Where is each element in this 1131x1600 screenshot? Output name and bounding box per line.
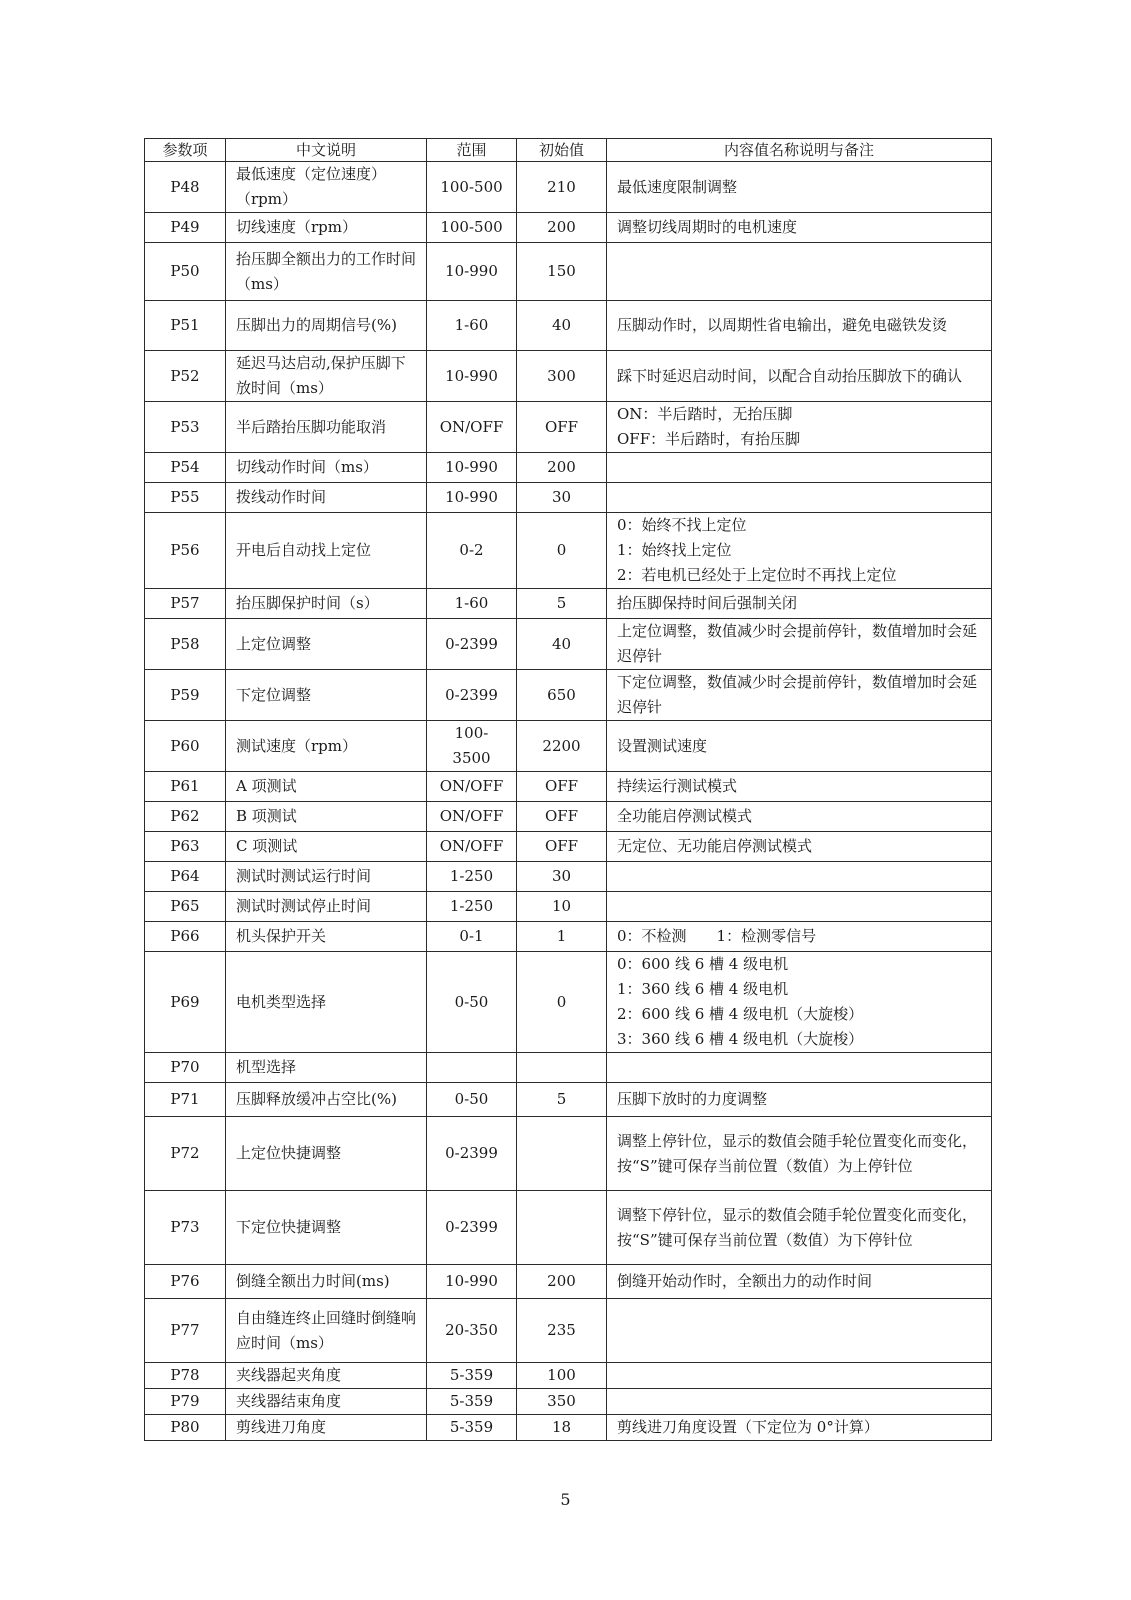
- table-row: [145, 301, 992, 351]
- range-cell: 0-50: [427, 1083, 517, 1117]
- note-cell: [607, 453, 992, 483]
- description-cell: C 项测试: [226, 832, 427, 862]
- range-cell: 100-500: [427, 162, 517, 213]
- parameter-table-header: [145, 139, 992, 162]
- table-row: [145, 1053, 992, 1083]
- description-cell: 抬压脚全额出力的工作时间（ms）: [226, 243, 427, 301]
- default-cell: 40: [517, 619, 607, 670]
- table-row: [145, 513, 992, 589]
- param-id-cell: P48: [145, 162, 226, 213]
- description-cell: 拨线动作时间: [226, 483, 427, 513]
- param-id-cell: P61: [145, 772, 226, 802]
- param-id-cell: P54: [145, 453, 226, 483]
- default-cell: 150: [517, 243, 607, 301]
- param-id-cell: P63: [145, 832, 226, 862]
- note-cell: 无定位、无功能启停测试模式: [607, 832, 992, 862]
- param-id-cell: P58: [145, 619, 226, 670]
- table-row: [145, 1389, 992, 1415]
- default-cell: 650: [517, 670, 607, 721]
- range-cell: ON/OFF: [427, 402, 517, 453]
- description-cell: 夹线器起夹角度: [226, 1363, 427, 1389]
- param-id-cell: P55: [145, 483, 226, 513]
- param-id-cell: P64: [145, 862, 226, 892]
- description-cell: 上定位调整: [226, 619, 427, 670]
- table-row: [145, 721, 992, 772]
- range-cell: 1-60: [427, 589, 517, 619]
- range-cell: 10-990: [427, 243, 517, 301]
- range-cell: 0-50: [427, 952, 517, 1053]
- range-cell: 100-3500: [427, 721, 517, 772]
- param-id-cell: P71: [145, 1083, 226, 1117]
- default-cell: OFF: [517, 832, 607, 862]
- note-cell: 剪线进刀角度设置（下定位为 0°计算）: [607, 1415, 992, 1441]
- default-cell: 30: [517, 862, 607, 892]
- range-cell: 10-990: [427, 1265, 517, 1299]
- note-cell: [607, 1053, 992, 1083]
- default-cell: 1: [517, 922, 607, 952]
- note-cell: 压脚动作时，以周期性省电输出，避免电磁铁发烫: [607, 301, 992, 351]
- default-cell: OFF: [517, 802, 607, 832]
- param-id-cell: P66: [145, 922, 226, 952]
- description-cell: 测试时测试运行时间: [226, 862, 427, 892]
- page-number: 5: [560, 1490, 571, 1509]
- table-row: [145, 922, 992, 952]
- default-cell: OFF: [517, 402, 607, 453]
- description-cell: 下定位快捷调整: [226, 1191, 427, 1265]
- note-cell: 调整切线周期时的电机速度: [607, 213, 992, 243]
- table-row: [145, 453, 992, 483]
- range-cell: 0-2399: [427, 1191, 517, 1265]
- table-row: [145, 892, 992, 922]
- description-cell: A 项测试: [226, 772, 427, 802]
- table-row: [145, 802, 992, 832]
- note-cell: 倒缝开始动作时，全额出力的动作时间: [607, 1265, 992, 1299]
- default-cell: 2200: [517, 721, 607, 772]
- parameter-table: [144, 138, 992, 1441]
- param-id-cell: P53: [145, 402, 226, 453]
- default-cell: 10: [517, 892, 607, 922]
- description-cell: 开电后自动找上定位: [226, 513, 427, 589]
- default-cell: 300: [517, 351, 607, 402]
- param-id-cell: P56: [145, 513, 226, 589]
- param-id-cell: P69: [145, 952, 226, 1053]
- note-cell: [607, 1299, 992, 1363]
- header-col-range: 范围: [427, 139, 517, 162]
- table-row: [145, 162, 992, 213]
- default-cell: 350: [517, 1389, 607, 1415]
- range-cell: 5-359: [427, 1389, 517, 1415]
- description-cell: 压脚释放缓冲占空比(%): [226, 1083, 427, 1117]
- param-id-cell: P77: [145, 1299, 226, 1363]
- param-id-cell: P57: [145, 589, 226, 619]
- note-cell: [607, 862, 992, 892]
- note-cell: [607, 483, 992, 513]
- param-id-cell: P60: [145, 721, 226, 772]
- default-cell: 200: [517, 1265, 607, 1299]
- param-id-cell: P52: [145, 351, 226, 402]
- param-id-cell: P70: [145, 1053, 226, 1083]
- table-row: [145, 1415, 992, 1441]
- note-cell: 调整下停针位，显示的数值会随手轮位置变化而变化，按“S”键可保存当前位置（数值）为下停针位: [607, 1191, 992, 1265]
- note-cell: 持续运行测试模式: [607, 772, 992, 802]
- description-cell: 抬压脚保护时间（s）: [226, 589, 427, 619]
- param-id-cell: P62: [145, 802, 226, 832]
- header-col-default: 初始值: [517, 139, 607, 162]
- range-cell: 5-359: [427, 1415, 517, 1441]
- param-id-cell: P78: [145, 1363, 226, 1389]
- note-cell: [607, 243, 992, 301]
- table-row: [145, 832, 992, 862]
- default-cell: 200: [517, 213, 607, 243]
- range-cell: 0-2399: [427, 670, 517, 721]
- default-cell: 30: [517, 483, 607, 513]
- default-cell: OFF: [517, 772, 607, 802]
- range-cell: 0-2399: [427, 619, 517, 670]
- description-cell: 电机类型选择: [226, 952, 427, 1053]
- param-id-cell: P49: [145, 213, 226, 243]
- table-row: [145, 619, 992, 670]
- param-id-cell: P72: [145, 1117, 226, 1191]
- default-cell: 210: [517, 162, 607, 213]
- header-col-id: 参数项: [145, 139, 226, 162]
- range-cell: 10-990: [427, 483, 517, 513]
- table-row: [145, 862, 992, 892]
- description-cell: 剪线进刀角度: [226, 1415, 427, 1441]
- note-cell: 0：始终不找上定位 1：始终找上定位 2：若电机已经处于上定位时不再找上定位: [607, 513, 992, 589]
- note-cell: 设置测试速度: [607, 721, 992, 772]
- description-cell: 延迟马达启动,保护压脚下放时间（ms）: [226, 351, 427, 402]
- default-cell: [517, 1191, 607, 1265]
- table-row: [145, 402, 992, 453]
- note-cell: 抬压脚保持时间后强制关闭: [607, 589, 992, 619]
- note-cell: 压脚下放时的力度调整: [607, 1083, 992, 1117]
- range-cell: 5-359: [427, 1363, 517, 1389]
- note-cell: 最低速度限制调整: [607, 162, 992, 213]
- default-cell: 200: [517, 453, 607, 483]
- table-row: [145, 483, 992, 513]
- description-cell: 机型选择: [226, 1053, 427, 1083]
- table-row: [145, 1191, 992, 1265]
- parameter-table-body: [145, 162, 992, 1441]
- header-col-desc: 中文说明: [226, 139, 427, 162]
- note-cell: [607, 1389, 992, 1415]
- table-row: [145, 1299, 992, 1363]
- range-cell: 1-60: [427, 301, 517, 351]
- default-cell: [517, 1053, 607, 1083]
- description-cell: 夹线器结束角度: [226, 1389, 427, 1415]
- table-row: [145, 351, 992, 402]
- description-cell: 下定位调整: [226, 670, 427, 721]
- default-cell: 18: [517, 1415, 607, 1441]
- header-row: [145, 139, 992, 162]
- default-cell: 5: [517, 1083, 607, 1117]
- range-cell: 0-2399: [427, 1117, 517, 1191]
- param-id-cell: P65: [145, 892, 226, 922]
- default-cell: 100: [517, 1363, 607, 1389]
- default-cell: 40: [517, 301, 607, 351]
- default-cell: 0: [517, 513, 607, 589]
- range-cell: ON/OFF: [427, 832, 517, 862]
- table-row: [145, 772, 992, 802]
- description-cell: 半后踏抬压脚功能取消: [226, 402, 427, 453]
- default-cell: [517, 1117, 607, 1191]
- param-id-cell: P59: [145, 670, 226, 721]
- range-cell: ON/OFF: [427, 772, 517, 802]
- param-id-cell: P79: [145, 1389, 226, 1415]
- table-row: [145, 1265, 992, 1299]
- table-row: [145, 243, 992, 301]
- table-row: [145, 670, 992, 721]
- note-cell: 0：600 线 6 槽 4 级电机 1：360 线 6 槽 4 级电机 2：600 线 6 槽 4 级电机（大旋梭） 3：360 线 6 槽 4 级电机（大旋梭）: [607, 952, 992, 1053]
- description-cell: 压脚出力的周期信号(%): [226, 301, 427, 351]
- table-row: [145, 1363, 992, 1389]
- default-cell: 5: [517, 589, 607, 619]
- description-cell: 倒缝全额出力时间(ms): [226, 1265, 427, 1299]
- range-cell: 0-1: [427, 922, 517, 952]
- table-row: [145, 952, 992, 1053]
- description-cell: 测试速度（rpm）: [226, 721, 427, 772]
- default-cell: 0: [517, 952, 607, 1053]
- range-cell: 20-350: [427, 1299, 517, 1363]
- note-cell: ON：半后踏时，无抬压脚 OFF：半后踏时，有抬压脚: [607, 402, 992, 453]
- description-cell: 切线动作时间（ms）: [226, 453, 427, 483]
- range-cell: ON/OFF: [427, 802, 517, 832]
- table-row: [145, 1117, 992, 1191]
- note-cell: 上定位调整，数值减少时会提前停针，数值增加时会延迟停针: [607, 619, 992, 670]
- table-row: [145, 1083, 992, 1117]
- table-row: [145, 213, 992, 243]
- default-cell: 235: [517, 1299, 607, 1363]
- param-id-cell: P76: [145, 1265, 226, 1299]
- note-cell: 0：不检测 1：检测零信号: [607, 922, 992, 952]
- note-cell: [607, 892, 992, 922]
- range-cell: 1-250: [427, 862, 517, 892]
- description-cell: 自由缝连终止回缝时倒缝响应时间（ms）: [226, 1299, 427, 1363]
- table-row: [145, 589, 992, 619]
- description-cell: 最低速度（定位速度）（rpm）: [226, 162, 427, 213]
- range-cell: 10-990: [427, 351, 517, 402]
- range-cell: 0-2: [427, 513, 517, 589]
- note-cell: 调整上停针位，显示的数值会随手轮位置变化而变化，按“S”键可保存当前位置（数值）为上停针位: [607, 1117, 992, 1191]
- param-id-cell: P51: [145, 301, 226, 351]
- note-cell: 踩下时延迟启动时间，以配合自动抬压脚放下的确认: [607, 351, 992, 402]
- description-cell: 机头保护开关: [226, 922, 427, 952]
- note-cell: 全功能启停测试模式: [607, 802, 992, 832]
- range-cell: 10-990: [427, 453, 517, 483]
- note-cell: 下定位调整，数值减少时会提前停针，数值增加时会延迟停针: [607, 670, 992, 721]
- note-cell: [607, 1363, 992, 1389]
- description-cell: B 项测试: [226, 802, 427, 832]
- description-cell: 上定位快捷调整: [226, 1117, 427, 1191]
- range-cell: 100-500: [427, 213, 517, 243]
- description-cell: 测试时测试停止时间: [226, 892, 427, 922]
- header-col-note: 内容值名称说明与备注: [607, 139, 992, 162]
- param-id-cell: P50: [145, 243, 226, 301]
- description-cell: 切线速度（rpm）: [226, 213, 427, 243]
- range-cell: [427, 1053, 517, 1083]
- param-id-cell: P80: [145, 1415, 226, 1441]
- range-cell: 1-250: [427, 892, 517, 922]
- param-id-cell: P73: [145, 1191, 226, 1265]
